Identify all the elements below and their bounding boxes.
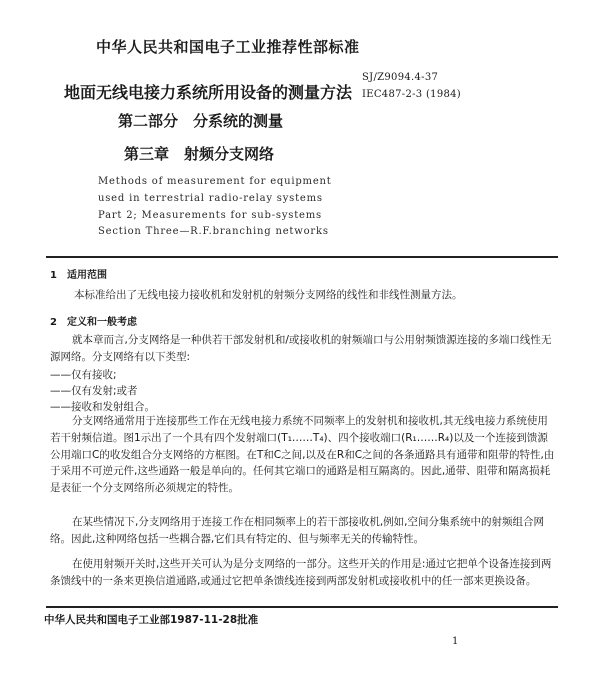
english-title-line: Methods of measurement for equipment [98,176,332,187]
section-1-heading: 1 适用范围 [50,270,107,281]
iec-number: IEC487-2-3 (1984) [362,89,462,100]
part-heading: 第二部分 分系统的测量 [118,112,284,130]
paragraph-branching-usage: 分支网络通常用于连接那些工作在无线电接力系统不同频率上的发射机和接收机,其无线电接力系统使用若干射频信道。图1示出了一个具有四个发射端口(T₁……T₄)、四个接收端口(R₁……R₄)以及一个连接到馈源公用端口C的收发组合分支网络的方框图。在T和C之间,以及在R和C之间的各条通路具有通带和阻带的特性,由于采用不可逆元件,这些通路一般是单向的。任何其它端口的通路是相互隔离的。因此,通带、阻带和隔离损耗是表征一个分支网络所必须规定的特性。 [50,415,555,495]
list-item: ——仅有接收; [50,369,117,381]
standard-number: SJ/Z9094.4-37 [362,72,439,83]
footer-divider [46,606,558,608]
list-item: ——仅有发射;或者 [50,385,138,397]
paragraph-rf-switches: 在使用射频开关时,这些开关可认为是分支网络的一部分。这些开关的作用是:通过它把单个设备连接到两条馈线中的一条来更换信道通路,或通过它把单条馈线连接到两部发射机或接收机中的任一部来更换设备。 [50,558,552,587]
paragraph-coupler-networks: 在某些情况下,分支网络用于连接工作在相同频率上的若干部接收机,例如,空间分集系统中的射频组合网络。因此,这种网络包括一些耦合器,它们具有特定的、但与频率无关的传输特性。 [50,516,545,545]
approval-line: 中华人民共和国电子工业部1987-11-28批准 [44,614,259,626]
list-item: ——接收和发射组合。 [50,401,155,413]
issuing-authority: 中华人民共和国电子工业推荐性部标准 [96,38,360,56]
section-1-text: 本标准给出了无线电接力接收机和发射机的射频分支网络的线性和非线性测量方法。 [74,289,463,301]
chapter-heading: 第三章 射频分支网络 [124,145,275,163]
english-title-line: used in terrestrial radio-relay systems [98,193,323,204]
header-divider [46,256,558,258]
section-2-intro: 就本章而言,分支网络是一种供若干部发射机和/或接收机的射频端口与公用射频馈源连接的多端口线性无源网络。分支网络有以下类型: [50,334,552,363]
document-title: 地面无线电接力系统所用设备的测量方法 [64,83,353,102]
english-title-line: Section Three—R.F.branching networks [98,226,329,237]
page-number: 1 [452,636,459,647]
english-title-line: Part 2; Measurements for sub-systems [98,210,322,221]
section-2-heading: 2 定义和一般考虑 [50,317,137,328]
